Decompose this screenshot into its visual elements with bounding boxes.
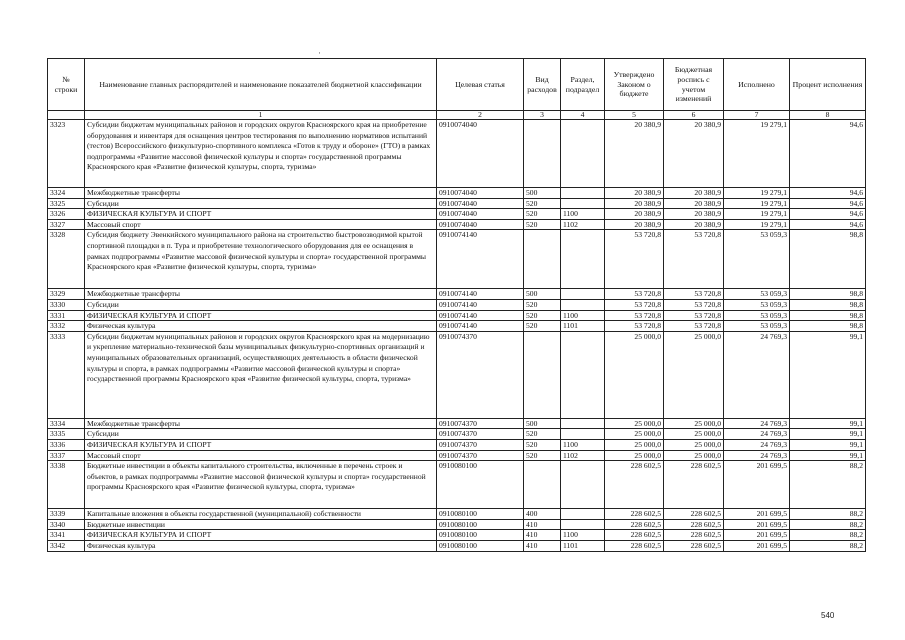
table-row — [48, 188, 866, 199]
target-article: 0910074370 — [437, 331, 524, 418]
approved-amount: 228 602,5 — [605, 519, 664, 530]
row-number: 3333 — [48, 331, 85, 418]
target-article: 0910080100 — [437, 461, 524, 509]
row-number: 3338 — [48, 461, 85, 509]
row-number: 3327 — [48, 219, 85, 230]
row-name: Межбюджетные трансферты — [85, 418, 437, 429]
section-code: 1102 — [561, 219, 605, 230]
row-name: Физическая культура — [85, 321, 437, 332]
row-name: ФИЗИЧЕСКАЯ КУЛЬТУРА И СПОРТ — [85, 530, 437, 541]
table-row — [48, 418, 866, 429]
table-row — [48, 429, 866, 440]
executed-amount: 19 279,1 — [724, 198, 790, 209]
column-number — [48, 111, 85, 120]
execution-percent: 94,6 — [790, 209, 866, 220]
executed-amount: 19 279,1 — [724, 188, 790, 199]
row-number: 3329 — [48, 289, 85, 300]
row-name: Субсидии — [85, 299, 437, 310]
executed-amount: 24 769,3 — [724, 450, 790, 461]
table-row — [48, 509, 866, 520]
row-name: Массовый спорт — [85, 219, 437, 230]
table-row — [48, 310, 866, 321]
row-number: 3331 — [48, 310, 85, 321]
expense-type: 500 — [524, 418, 561, 429]
column-number: 1 — [85, 111, 437, 120]
column-number: 6 — [664, 111, 724, 120]
column-number: 5 — [605, 111, 664, 120]
budget-amount: 25 000,0 — [664, 418, 724, 429]
row-number: 3323 — [48, 120, 85, 188]
section-code: 1100 — [561, 209, 605, 220]
header-name: Наименование главных распорядителей и наименование показателей бюджетной классификации — [85, 59, 437, 111]
expense-type: 500 — [524, 289, 561, 300]
expense-type: 410 — [524, 519, 561, 530]
execution-percent: 99,1 — [790, 331, 866, 418]
approved-amount: 228 602,5 — [605, 540, 664, 551]
budget-amount: 20 380,9 — [664, 188, 724, 199]
expense-type: 520 — [524, 321, 561, 332]
table-row — [48, 230, 866, 289]
approved-amount: 25 000,0 — [605, 418, 664, 429]
table-row — [48, 198, 866, 209]
row-number: 3341 — [48, 530, 85, 541]
row-name: Межбюджетные трансферты — [85, 289, 437, 300]
row-number: 3339 — [48, 509, 85, 520]
target-article: 0910074140 — [437, 299, 524, 310]
budget-table — [47, 58, 866, 552]
row-name: ФИЗИЧЕСКАЯ КУЛЬТУРА И СПОРТ — [85, 209, 437, 220]
target-article: 0910074040 — [437, 219, 524, 230]
row-name: Бюджетные инвестиции в объекты капитального строительства, включенные в перечень строек и объектов, в рамках подпрограммы «Развитие массовой физической культуры и спорта» государственной программы Красноярского края «Развитие физической культуры, спорта, туризма» — [85, 461, 437, 509]
row-name: Субсидии бюджетам муниципальных районов и городских округов Красноярского края на модернизацию и укрепление материально-технической базы муниципальных физкультурно-спортивных организаций и муниципальных образовательных организаций, осуществляющих деятельность в области физической культуры и спорта, в рамках подпрограммы «Развитие массовой физической культуры и спорта» государственной программы Красноярского края «Развитие физической культуры, спорта, туризма» — [85, 331, 437, 418]
column-number-row — [48, 111, 866, 120]
execution-percent: 99,1 — [790, 439, 866, 450]
section-code: 1101 — [561, 540, 605, 551]
table-row — [48, 439, 866, 450]
approved-amount: 228 602,5 — [605, 509, 664, 520]
table-row — [48, 209, 866, 220]
table-row — [48, 530, 866, 541]
row-name: ФИЗИЧЕСКАЯ КУЛЬТУРА И СПОРТ — [85, 310, 437, 321]
row-number: 3326 — [48, 209, 85, 220]
row-name: Межбюджетные трансферты — [85, 188, 437, 199]
header-expense-type: Вид расходов — [524, 59, 561, 111]
table-row — [48, 331, 866, 418]
approved-amount: 53 720,8 — [605, 299, 664, 310]
budget-amount: 25 000,0 — [664, 429, 724, 440]
executed-amount: 24 769,3 — [724, 418, 790, 429]
section-code — [561, 331, 605, 418]
column-number: 3 — [524, 111, 561, 120]
section-code — [561, 418, 605, 429]
execution-percent: 98,8 — [790, 299, 866, 310]
budget-amount: 228 602,5 — [664, 519, 724, 530]
target-article: 0910074140 — [437, 321, 524, 332]
expense-type: 410 — [524, 540, 561, 551]
section-code — [561, 299, 605, 310]
target-article: 0910074040 — [437, 188, 524, 199]
target-article: 0910074040 — [437, 198, 524, 209]
approved-amount: 53 720,8 — [605, 321, 664, 332]
row-name: Массовый спорт — [85, 450, 437, 461]
page-number: 540 — [821, 611, 835, 620]
section-code — [561, 519, 605, 530]
header-executed: Исполнено — [724, 59, 790, 111]
header-target-article: Целевая статья — [437, 59, 524, 111]
table-row — [48, 540, 866, 551]
approved-amount: 20 380,9 — [605, 209, 664, 220]
executed-amount: 24 769,3 — [724, 331, 790, 418]
row-number: 3332 — [48, 321, 85, 332]
expense-type: 520 — [524, 429, 561, 440]
table-row — [48, 450, 866, 461]
approved-amount: 53 720,8 — [605, 230, 664, 289]
expense-type: 500 — [524, 188, 561, 199]
expense-type: 520 — [524, 198, 561, 209]
row-name: Капитальные вложения в объекты государственной (муниципальной) собственности — [85, 509, 437, 520]
approved-amount: 53 720,8 — [605, 289, 664, 300]
approved-amount: 25 000,0 — [605, 439, 664, 450]
target-article: 0910074370 — [437, 418, 524, 429]
executed-amount: 24 769,3 — [724, 429, 790, 440]
execution-percent: 94,6 — [790, 188, 866, 199]
budget-amount: 25 000,0 — [664, 331, 724, 418]
execution-percent: 98,8 — [790, 310, 866, 321]
budget-amount: 228 602,5 — [664, 461, 724, 509]
header-percent: Процент исполнения — [790, 59, 866, 111]
scan-speck: · — [318, 48, 321, 58]
header-section: Раздел, подраздел — [561, 59, 605, 111]
budget-amount: 53 720,8 — [664, 289, 724, 300]
target-article: 0910074370 — [437, 439, 524, 450]
executed-amount: 201 699,5 — [724, 461, 790, 509]
budget-amount: 53 720,8 — [664, 310, 724, 321]
approved-amount: 20 380,9 — [605, 198, 664, 209]
target-article: 0910080100 — [437, 509, 524, 520]
executed-amount: 53 059,3 — [724, 310, 790, 321]
budget-amount: 20 380,9 — [664, 209, 724, 220]
expense-type: 520 — [524, 310, 561, 321]
execution-percent: 99,1 — [790, 429, 866, 440]
expense-type — [524, 331, 561, 418]
section-code: 1101 — [561, 321, 605, 332]
row-number: 3328 — [48, 230, 85, 289]
table-row — [48, 321, 866, 332]
section-code: 1100 — [561, 439, 605, 450]
execution-percent: 88,2 — [790, 509, 866, 520]
target-article: 0910074040 — [437, 120, 524, 188]
section-code — [561, 188, 605, 199]
execution-percent: 99,1 — [790, 450, 866, 461]
table-row — [48, 299, 866, 310]
approved-amount: 20 380,9 — [605, 219, 664, 230]
approved-amount: 20 380,9 — [605, 188, 664, 199]
expense-type: 410 — [524, 530, 561, 541]
row-number: 3325 — [48, 198, 85, 209]
budget-amount: 20 380,9 — [664, 219, 724, 230]
approved-amount: 25 000,0 — [605, 450, 664, 461]
executed-amount: 53 059,3 — [724, 289, 790, 300]
executed-amount: 53 059,3 — [724, 321, 790, 332]
expense-type: 520 — [524, 219, 561, 230]
section-code — [561, 198, 605, 209]
section-code — [561, 461, 605, 509]
row-name: Бюджетные инвестиции — [85, 519, 437, 530]
column-number: 8 — [790, 111, 866, 120]
row-name: Субсидии — [85, 429, 437, 440]
column-number: 2 — [437, 111, 524, 120]
section-code — [561, 230, 605, 289]
budget-amount: 25 000,0 — [664, 450, 724, 461]
row-number: 3334 — [48, 418, 85, 429]
approved-amount: 228 602,5 — [605, 461, 664, 509]
execution-percent: 88,2 — [790, 519, 866, 530]
executed-amount: 19 279,1 — [724, 209, 790, 220]
target-article: 0910074140 — [437, 310, 524, 321]
executed-amount: 201 699,5 — [724, 530, 790, 541]
row-number: 3324 — [48, 188, 85, 199]
budget-amount: 228 602,5 — [664, 540, 724, 551]
header-row-number: № строки — [48, 59, 85, 111]
expense-type: 400 — [524, 509, 561, 520]
execution-percent: 88,2 — [790, 461, 866, 509]
row-number: 3335 — [48, 429, 85, 440]
executed-amount: 24 769,3 — [724, 439, 790, 450]
execution-percent: 94,6 — [790, 219, 866, 230]
row-name: Субсидия бюджету Эвенкийского муниципального района на строительство быстровозводимой крытой спортивной площадки в п. Тура и приобретение технологического оборудования для ее оснащения в рамках подпрограммы «Развитие массовой физической культуры и спорта» государственной программы Красноярского края «Развитие физической культуры, спорта, туризма» — [85, 230, 437, 289]
execution-percent: 94,6 — [790, 120, 866, 188]
expense-type — [524, 230, 561, 289]
header-approved: Утверждено Законом о бюджете — [605, 59, 664, 111]
execution-percent: 88,2 — [790, 530, 866, 541]
execution-percent: 98,8 — [790, 321, 866, 332]
table-row — [48, 519, 866, 530]
execution-percent: 99,1 — [790, 418, 866, 429]
header-budget-list: Бюджетная роспись с учетом изменений — [664, 59, 724, 111]
expense-type: 520 — [524, 439, 561, 450]
execution-percent: 88,2 — [790, 540, 866, 551]
section-code — [561, 289, 605, 300]
row-name: ФИЗИЧЕСКАЯ КУЛЬТУРА И СПОРТ — [85, 439, 437, 450]
table-header-row — [48, 59, 866, 111]
approved-amount: 25 000,0 — [605, 331, 664, 418]
target-article: 0910074040 — [437, 209, 524, 220]
budget-amount: 20 380,9 — [664, 198, 724, 209]
section-code: 1100 — [561, 310, 605, 321]
row-name: Субсидии — [85, 198, 437, 209]
budget-amount: 228 602,5 — [664, 509, 724, 520]
row-number: 3342 — [48, 540, 85, 551]
target-article: 0910080100 — [437, 519, 524, 530]
section-code — [561, 509, 605, 520]
table-row — [48, 289, 866, 300]
expense-type — [524, 120, 561, 188]
column-number: 4 — [561, 111, 605, 120]
row-name: Субсидии бюджетам муниципальных районов и городских округов Красноярского края на приобретение оборудования и инвентаря для оснащения центров тестирования по выполнению нормативов испытаний (тестов) Всероссийского физкультурно-спортивного комплекса «Готов к труду и обороне» (ГТО) в рамках подпрограммы «Развитие массовой физической культуры и спорта» государственной программы Красноярского края «Развитие физической культуры, спорта, туризма» — [85, 120, 437, 188]
expense-type — [524, 461, 561, 509]
section-code — [561, 120, 605, 188]
row-number: 3337 — [48, 450, 85, 461]
executed-amount: 19 279,1 — [724, 120, 790, 188]
table-row — [48, 219, 866, 230]
budget-amount: 228 602,5 — [664, 530, 724, 541]
target-article: 0910074370 — [437, 429, 524, 440]
budget-amount: 25 000,0 — [664, 439, 724, 450]
executed-amount: 201 699,5 — [724, 519, 790, 530]
executed-amount: 201 699,5 — [724, 540, 790, 551]
executed-amount: 19 279,1 — [724, 219, 790, 230]
expense-type: 520 — [524, 450, 561, 461]
executed-amount: 53 059,3 — [724, 299, 790, 310]
approved-amount: 228 602,5 — [605, 530, 664, 541]
section-code: 1102 — [561, 450, 605, 461]
table-row — [48, 120, 866, 188]
execution-percent: 94,6 — [790, 198, 866, 209]
target-article: 0910074140 — [437, 289, 524, 300]
execution-percent: 98,8 — [790, 289, 866, 300]
target-article: 0910074370 — [437, 450, 524, 461]
budget-amount: 53 720,8 — [664, 321, 724, 332]
row-number: 3340 — [48, 519, 85, 530]
budget-amount: 20 380,9 — [664, 120, 724, 188]
executed-amount: 53 059,3 — [724, 230, 790, 289]
approved-amount: 25 000,0 — [605, 429, 664, 440]
approved-amount: 53 720,8 — [605, 310, 664, 321]
table-body — [48, 120, 866, 552]
column-number: 7 — [724, 111, 790, 120]
target-article: 0910074140 — [437, 230, 524, 289]
executed-amount: 201 699,5 — [724, 509, 790, 520]
row-number: 3330 — [48, 299, 85, 310]
table-row — [48, 461, 866, 509]
approved-amount: 20 380,9 — [605, 120, 664, 188]
budget-amount: 53 720,8 — [664, 230, 724, 289]
target-article: 0910080100 — [437, 540, 524, 551]
expense-type: 520 — [524, 209, 561, 220]
row-name: Физическая культура — [85, 540, 437, 551]
budget-amount: 53 720,8 — [664, 299, 724, 310]
section-code — [561, 429, 605, 440]
section-code: 1100 — [561, 530, 605, 541]
row-number: 3336 — [48, 439, 85, 450]
expense-type: 520 — [524, 299, 561, 310]
execution-percent: 98,8 — [790, 230, 866, 289]
target-article: 0910080100 — [437, 530, 524, 541]
